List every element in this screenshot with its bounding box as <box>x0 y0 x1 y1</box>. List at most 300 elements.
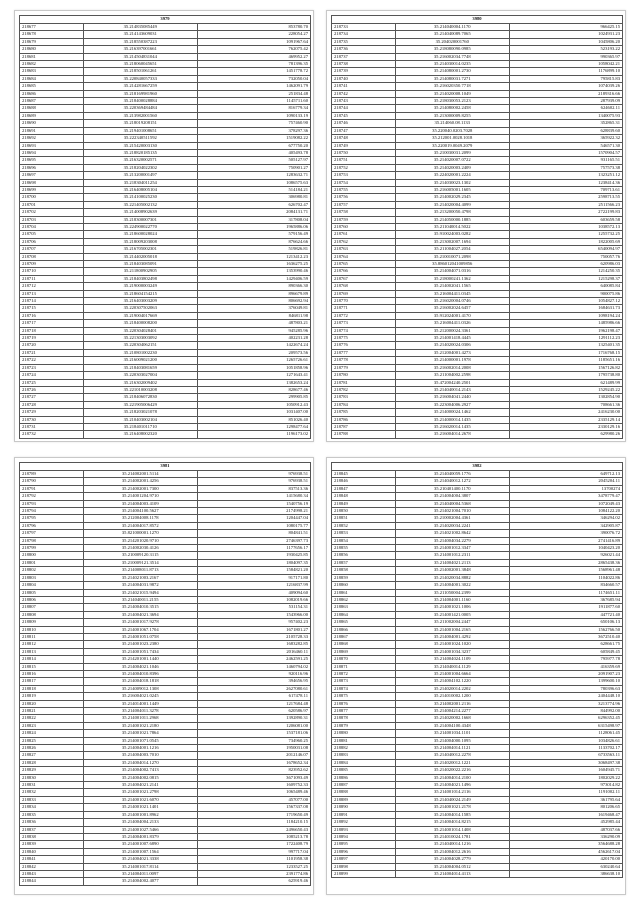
table-row <box>332 626 623 633</box>
row-value-cell: 2404448.10 <box>509 693 623 700</box>
row-code-cell: 35.214040024.2149 <box>396 796 509 803</box>
page-header-3: 3981 <box>20 463 311 471</box>
row-value-cell: 1529245.22 <box>509 386 623 393</box>
row-code-cell: 35.214001071.0545 <box>84 737 197 744</box>
table-row <box>332 394 623 401</box>
row-id-cell: 218699 <box>20 186 84 193</box>
sheet-page-4 <box>326 457 626 895</box>
row-code-cell: 35.219401008651 <box>84 127 197 134</box>
row-code-cell: 35.216302009402 <box>84 379 197 386</box>
row-code-cell: 35.214014001.1449 <box>84 700 197 707</box>
table-row <box>332 90 623 97</box>
table-row <box>20 722 311 729</box>
row-id-cell: 218732 <box>20 431 84 438</box>
data-table-2 <box>331 15 623 439</box>
table-row <box>332 238 623 245</box>
row-id-cell: 218691 <box>20 127 84 134</box>
row-code-cell: 35.214030023.1302 <box>396 179 509 186</box>
row-code-cell: 35.224020001.2224 <box>396 172 509 179</box>
row-value-cell: 1485986.66 <box>509 320 623 327</box>
row-value-cell: 624602.11 <box>509 105 623 112</box>
row-value-cell: 1930425.85 <box>197 552 311 559</box>
row-value-cell: 620986.03 <box>509 261 623 268</box>
row-value-cell: 2462591.25 <box>197 656 311 663</box>
row-value-cell: 6296352.45 <box>509 715 623 722</box>
table-row <box>20 357 311 364</box>
row-id-cell: 218856 <box>332 552 396 559</box>
row-value-cell: 2746397.73 <box>197 537 311 544</box>
row-value-cell: 846811.98 <box>197 312 311 319</box>
row-code-cell: 35.214080001.2730 <box>396 68 509 75</box>
row-value-cell: 780396.63 <box>509 685 623 692</box>
table-row <box>332 508 623 515</box>
table-row <box>332 567 623 574</box>
row-code-cell: 35.214001014.1408 <box>396 826 509 833</box>
row-id-cell: 218709 <box>20 261 84 268</box>
row-code-cell: 35.214004003.7010 <box>84 752 197 759</box>
table-row <box>332 530 623 537</box>
table-row <box>332 856 623 863</box>
row-id-cell: 218815 <box>20 663 84 670</box>
table-row <box>332 246 623 253</box>
row-value-cell: 1214250.35 <box>509 268 623 275</box>
row-code-cell: 35.214004018.1818 <box>84 678 197 685</box>
row-id-cell: 218870 <box>332 656 396 663</box>
row-code-cell: 35.214020022.2216 <box>396 767 509 774</box>
row-id-cell: 218848 <box>332 493 396 500</box>
row-value-cell: 416359.69 <box>509 663 623 670</box>
table-row <box>20 364 311 371</box>
table-row <box>332 841 623 848</box>
table-row <box>332 685 623 692</box>
row-id-cell: 218889 <box>332 796 396 803</box>
row-id-cell: 218749 <box>332 142 396 149</box>
row-id-cell: 218825 <box>20 737 84 744</box>
row-id-cell: 218810 <box>20 626 84 633</box>
row-code-cell: 35.910024003.0282 <box>396 231 509 238</box>
row-code-cell: 35.214080031.7271 <box>396 75 509 82</box>
row-value-cell: 896679.89 <box>197 290 311 297</box>
table-row <box>20 127 311 134</box>
table-row <box>332 38 623 45</box>
row-value-cell: 1177656.17 <box>197 545 311 552</box>
row-id-cell: 218838 <box>20 833 84 840</box>
row-value-cell: 378297.36 <box>197 127 311 134</box>
row-code-cell: 35.218169981960 <box>84 90 197 97</box>
table-row <box>20 685 311 692</box>
table-row <box>332 46 623 53</box>
row-value-cell: 1399600.10 <box>509 678 623 685</box>
row-id-cell: 218829 <box>20 767 84 774</box>
row-code-cell: 35.214021003.2167 <box>84 574 197 581</box>
row-code-cell: 35.216705002301 <box>84 246 197 253</box>
table-row <box>332 98 623 105</box>
row-id-cell: 218734 <box>332 31 396 38</box>
table-row <box>20 290 311 297</box>
row-value-cell: 1086575.63 <box>197 179 311 186</box>
row-code-cell: 35.216020014.1435 <box>396 423 509 430</box>
row-id-cell: 218742 <box>332 90 396 97</box>
table-row <box>20 478 311 485</box>
row-value-cell: 1962198.47 <box>509 327 623 334</box>
row-id-cell: 218706 <box>20 238 84 245</box>
row-value-cell: 457077.00 <box>197 796 311 803</box>
row-value-cell: 1291112.23 <box>509 335 623 342</box>
row-id-cell: 218747 <box>332 127 396 134</box>
row-code-cell: 35.216020350.7718 <box>396 83 509 90</box>
table-row <box>332 848 623 855</box>
row-code-cell: 35.214001021.2178 <box>396 804 509 811</box>
table-row <box>332 500 623 507</box>
row-id-cell: 218701 <box>20 201 84 208</box>
row-value-cell: 926021.44 <box>509 552 623 559</box>
row-id-cell: 218769 <box>332 290 396 297</box>
table-row <box>20 112 311 119</box>
row-id-cell: 218802 <box>20 567 84 574</box>
table-row <box>332 633 623 640</box>
row-code-cell: 35.218403085091 <box>84 261 197 268</box>
table-row <box>20 53 311 60</box>
row-id-cell: 218828 <box>20 759 84 766</box>
row-value-cell: 620586.97 <box>197 708 311 715</box>
row-value-cell: 2865438.36 <box>509 559 623 566</box>
row-value-cell: 1038572.13 <box>509 223 623 230</box>
table-row <box>20 386 311 393</box>
row-value-cell: 1216837.99 <box>197 582 311 589</box>
row-id-cell: 218841 <box>20 856 84 863</box>
row-id-cell: 218716 <box>20 312 84 319</box>
row-code-cell: 35.214060.08.1133 <box>396 120 509 127</box>
table-row <box>332 401 623 408</box>
table-row <box>20 611 311 618</box>
row-id-cell: 218776 <box>332 342 396 349</box>
row-value-cell: 469952.27 <box>197 53 311 60</box>
row-value-cell: 603659.58 <box>509 216 623 223</box>
row-id-cell: 218787 <box>332 423 396 430</box>
row-code-cell: 35.214009012.1308 <box>84 685 197 692</box>
row-code-cell: 35.214002001.3848 <box>396 567 509 574</box>
row-code-cell: 35.214004001.8379 <box>84 833 197 840</box>
row-code-cell: 35.215420003130 <box>84 142 197 149</box>
table-row <box>20 298 311 305</box>
table-row <box>332 863 623 870</box>
row-value-cell: 1091967.64 <box>197 38 311 45</box>
row-code-cell: 35.214040004.1170 <box>396 24 509 31</box>
row-code-cell: 35.214004014.4113 <box>396 870 509 877</box>
table-row <box>332 386 623 393</box>
table-row <box>20 471 311 478</box>
row-id-cell: 218878 <box>332 715 396 722</box>
row-value-cell: 1519082.22 <box>197 135 311 142</box>
row-value-cell: 6733563.11 <box>509 752 623 759</box>
table-row <box>20 201 311 208</box>
row-code-cell: 35.214004011.3278 <box>84 708 197 715</box>
row-value-cell: 2416230.00 <box>509 409 623 416</box>
row-value-cell: 801206.65 <box>509 804 623 811</box>
row-code-cell: 35.214001004.2165 <box>396 626 509 633</box>
row-value-cell: 630240.64 <box>509 863 623 870</box>
row-code-cell: 35.214020007.0722 <box>396 157 509 164</box>
row-value-cell: 447721.40 <box>509 611 623 618</box>
row-code-cell: 35.214001021.1006 <box>396 604 509 611</box>
row-id-cell: 218711 <box>20 275 84 282</box>
table-row <box>332 379 623 386</box>
row-id-cell: 218717 <box>20 320 84 327</box>
row-code-cell: 35.218204022302 <box>84 164 197 171</box>
table-row <box>20 409 311 416</box>
row-value-cell: 2174998.21 <box>197 508 311 515</box>
table-row <box>332 431 623 438</box>
table-row <box>20 589 311 596</box>
row-id-cell: 218869 <box>332 648 396 655</box>
row-value-cell: 828677.46 <box>197 386 311 393</box>
row-value-cell: 900075.86 <box>509 290 623 297</box>
row-code-cell: 35.214004014.1121 <box>396 745 509 752</box>
row-value-cell: 640085.84 <box>509 283 623 290</box>
row-value-cell: 806692.94 <box>197 298 311 305</box>
row-id-cell: 218898 <box>332 863 396 870</box>
row-value-cell: 1174651.11 <box>509 589 623 596</box>
row-value-cell: 945285.96 <box>197 327 311 334</box>
row-code-cell: 35.214004034.2279 <box>396 537 509 544</box>
row-value-cell: 709713.61 <box>509 186 623 193</box>
table-row <box>332 127 623 134</box>
table-row <box>20 349 311 356</box>
row-id-cell: 218899 <box>332 870 396 877</box>
row-value-cell: 2330129.16 <box>509 423 623 430</box>
table-row <box>332 268 623 275</box>
row-code-cell: 35.214002030.4126 <box>84 545 197 552</box>
row-id-cell: 218811 <box>20 633 84 640</box>
table-row <box>20 626 311 633</box>
row-value-cell: 1054827.12 <box>509 298 623 305</box>
table-row <box>20 641 311 648</box>
table-row <box>20 759 311 766</box>
table-row <box>20 164 311 171</box>
row-id-cell: 218837 <box>20 826 84 833</box>
row-value-cell: 762075.42 <box>197 46 311 53</box>
row-id-cell: 218768 <box>332 283 396 290</box>
row-value-cell: 750901.27 <box>197 164 311 171</box>
table-row <box>20 186 311 193</box>
row-id-cell: 218745 <box>332 112 396 119</box>
row-value-cell: 816779.34 <box>197 105 311 112</box>
row-id-cell: 218744 <box>332 105 396 112</box>
row-code-cell: 35.214201020.9710 <box>84 537 197 544</box>
table-row <box>332 357 623 364</box>
row-code-cell: 35.214004100.5627 <box>84 508 197 515</box>
row-code-cell: 35.214008011.8713 <box>84 567 197 574</box>
row-value-cell: 1382653.24 <box>197 379 311 386</box>
row-id-cell: 218708 <box>20 253 84 260</box>
table-row <box>20 567 311 574</box>
row-id-cell: 218794 <box>20 508 84 515</box>
row-value-cell: 804841.51 <box>197 530 311 537</box>
row-code-cell: 35.214020004.4099 <box>396 201 509 208</box>
row-id-cell: 218748 <box>332 135 396 142</box>
row-code-cell: 35.214004014.1270 <box>84 759 197 766</box>
row-code-cell: 35.221405002132 <box>84 201 197 208</box>
row-code-cell: 35.216020004.0746 <box>396 298 509 305</box>
row-code-cell: 35.218501061261 <box>84 68 197 75</box>
row-id-cell: 218874 <box>332 685 396 692</box>
row-code-cell: 35.214004024.1109 <box>396 656 509 663</box>
row-code-cell: 35.214040004.5368 <box>396 500 509 507</box>
row-value-cell: 837513.36 <box>197 485 311 492</box>
row-code-cell: 35.214004014.2100 <box>396 774 509 781</box>
row-id-cell: 218785 <box>332 409 396 416</box>
row-id-cell: 218746 <box>332 120 396 127</box>
row-value-cell: 834660.57 <box>509 582 623 589</box>
row-code-cell: 35.204020001760 <box>396 38 509 45</box>
row-id-cell: 218888 <box>332 789 396 796</box>
row-id-cell: 218789 <box>20 471 84 478</box>
row-id-cell: 218861 <box>332 589 396 596</box>
row-value-cell: 917171.80 <box>197 574 311 581</box>
table-row <box>20 522 311 529</box>
row-id-cell: 218740 <box>332 75 396 82</box>
row-code-cell: 35.214004031.9872 <box>84 582 197 589</box>
table-row <box>20 841 311 848</box>
row-id-cell: 218824 <box>20 730 84 737</box>
table-row <box>332 135 623 142</box>
row-id-cell: 218752 <box>332 164 396 171</box>
table-row <box>332 559 623 566</box>
row-code-cell: 35.216009021200 <box>84 357 197 364</box>
row-value-cell: 2189316.66 <box>509 90 623 97</box>
table-row <box>332 186 623 193</box>
row-value-cell: 920116.96 <box>197 670 311 677</box>
table-row <box>20 715 311 722</box>
row-code-cell: 35.218401011710 <box>84 423 197 430</box>
table-row <box>20 379 311 386</box>
row-id-cell: 218683 <box>20 68 84 75</box>
row-id-cell: 218775 <box>332 335 396 342</box>
row-id-cell: 218834 <box>20 804 84 811</box>
table-row <box>332 142 623 149</box>
row-id-cell: 218831 <box>20 782 84 789</box>
row-id-cell: 218704 <box>20 223 84 230</box>
row-id-cell: 218803 <box>20 574 84 581</box>
row-value-cell: 876624.66 <box>197 238 311 245</box>
row-value-cell: 376049.81 <box>197 305 311 312</box>
row-id-cell: 218760 <box>332 223 396 230</box>
row-id-cell: 218833 <box>20 796 84 803</box>
row-id-cell: 218783 <box>332 394 396 401</box>
row-id-cell: 218737 <box>332 53 396 60</box>
row-id-cell: 218682 <box>20 61 84 68</box>
row-code-cell: 35.211004027.2054 <box>396 246 509 253</box>
row-id-cell: 218788 <box>332 431 396 438</box>
row-id-cell: 218864 <box>332 611 396 618</box>
row-id-cell: 218718 <box>20 327 84 334</box>
row-id-cell: 218843 <box>20 870 84 877</box>
row-code-cell: 35.216403003209 <box>84 298 197 305</box>
row-id-cell: 218823 <box>20 722 84 729</box>
row-id-cell: 218813 <box>20 648 84 655</box>
row-code-cell: 35.214002001.2116 <box>396 700 509 707</box>
row-id-cell: 218765 <box>332 261 396 268</box>
row-code-cell: 35.214002041.1565 <box>396 283 509 290</box>
row-value-cell: 621489.99 <box>509 379 623 386</box>
row-code-cell: 35.214004003.4109 <box>84 500 197 507</box>
table-row <box>20 545 311 552</box>
table-row <box>20 708 311 715</box>
row-id-cell: 218867 <box>332 633 396 640</box>
row-id-cell: 218830 <box>20 774 84 781</box>
row-id-cell: 218780 <box>332 372 396 379</box>
row-id-cell: 218723 <box>20 364 84 371</box>
row-id-cell: 218854 <box>332 537 396 544</box>
row-id-cell: 218738 <box>332 61 396 68</box>
row-value-cell: 997717.04 <box>197 848 311 855</box>
row-value-cell: 795977.78 <box>509 656 623 663</box>
row-code-cell: 35.214040089.7065 <box>396 31 509 38</box>
table-row <box>332 826 623 833</box>
row-id-cell: 218705 <box>20 231 84 238</box>
row-code-cell: 35.214004014.8215 <box>396 819 509 826</box>
table-row <box>20 38 311 45</box>
table-row <box>332 833 623 840</box>
row-id-cell: 218827 <box>20 752 84 759</box>
row-id-cell: 218687 <box>20 98 84 105</box>
row-value-cell: 1045806.20 <box>509 38 623 45</box>
table-body <box>332 24 623 439</box>
table-row <box>20 98 311 105</box>
table-row <box>332 312 623 319</box>
row-value-cell: 365922.32 <box>509 135 623 142</box>
table-row <box>332 663 623 670</box>
table-row <box>20 730 311 737</box>
table-row <box>332 305 623 312</box>
row-code-cell: 35.214004001.1216 <box>84 745 197 752</box>
row-value-cell: 409094.60 <box>197 589 311 596</box>
row-id-cell: 218855 <box>332 545 396 552</box>
row-value-cell: 1283632.71 <box>197 172 311 179</box>
row-id-cell: 218816 <box>20 670 84 677</box>
row-code-cell: 35.213200050.4798 <box>396 209 509 216</box>
row-id-cell: 218897 <box>332 856 396 863</box>
row-code-cell: 35.214002001.7300 <box>84 485 197 492</box>
row-code-cell: 35.219004017669 <box>84 312 197 319</box>
row-code-cell: 35.214000024.1462 <box>396 409 509 416</box>
row-code-cell: 35.210002004.4361 <box>396 515 509 522</box>
table-row <box>332 53 623 60</box>
table-row <box>332 120 623 127</box>
row-id-cell: 218792 <box>20 493 84 500</box>
row-id-cell: 218880 <box>332 730 396 737</box>
row-value-cell: 2722199.83 <box>509 209 623 216</box>
row-code-cell: 35.214201001.1440 <box>84 656 197 663</box>
row-id-cell: 218784 <box>332 401 396 408</box>
row-value-cell: 1074039.26 <box>509 83 623 90</box>
row-code-cell: 35.213000009.8255 <box>396 112 509 119</box>
data-table-3 <box>19 462 311 886</box>
row-id-cell: 218767 <box>332 275 396 282</box>
row-value-cell: 452985.44 <box>509 819 623 826</box>
row-value-cell: 3671093.49 <box>197 774 311 781</box>
table-row <box>20 90 311 97</box>
row-code-cell: 35.220040.0203.7028 <box>396 127 509 134</box>
row-code-cell: 35.220303027004 <box>84 372 197 379</box>
row-id-cell: 218893 <box>332 826 396 833</box>
table-row <box>20 268 311 275</box>
row-value-cell: 628839.60 <box>509 127 623 134</box>
row-id-cell: 218712 <box>20 283 84 290</box>
table-row <box>332 693 623 700</box>
row-code-cell: 35.214004021.1046 <box>84 663 197 670</box>
table-row <box>20 46 311 53</box>
